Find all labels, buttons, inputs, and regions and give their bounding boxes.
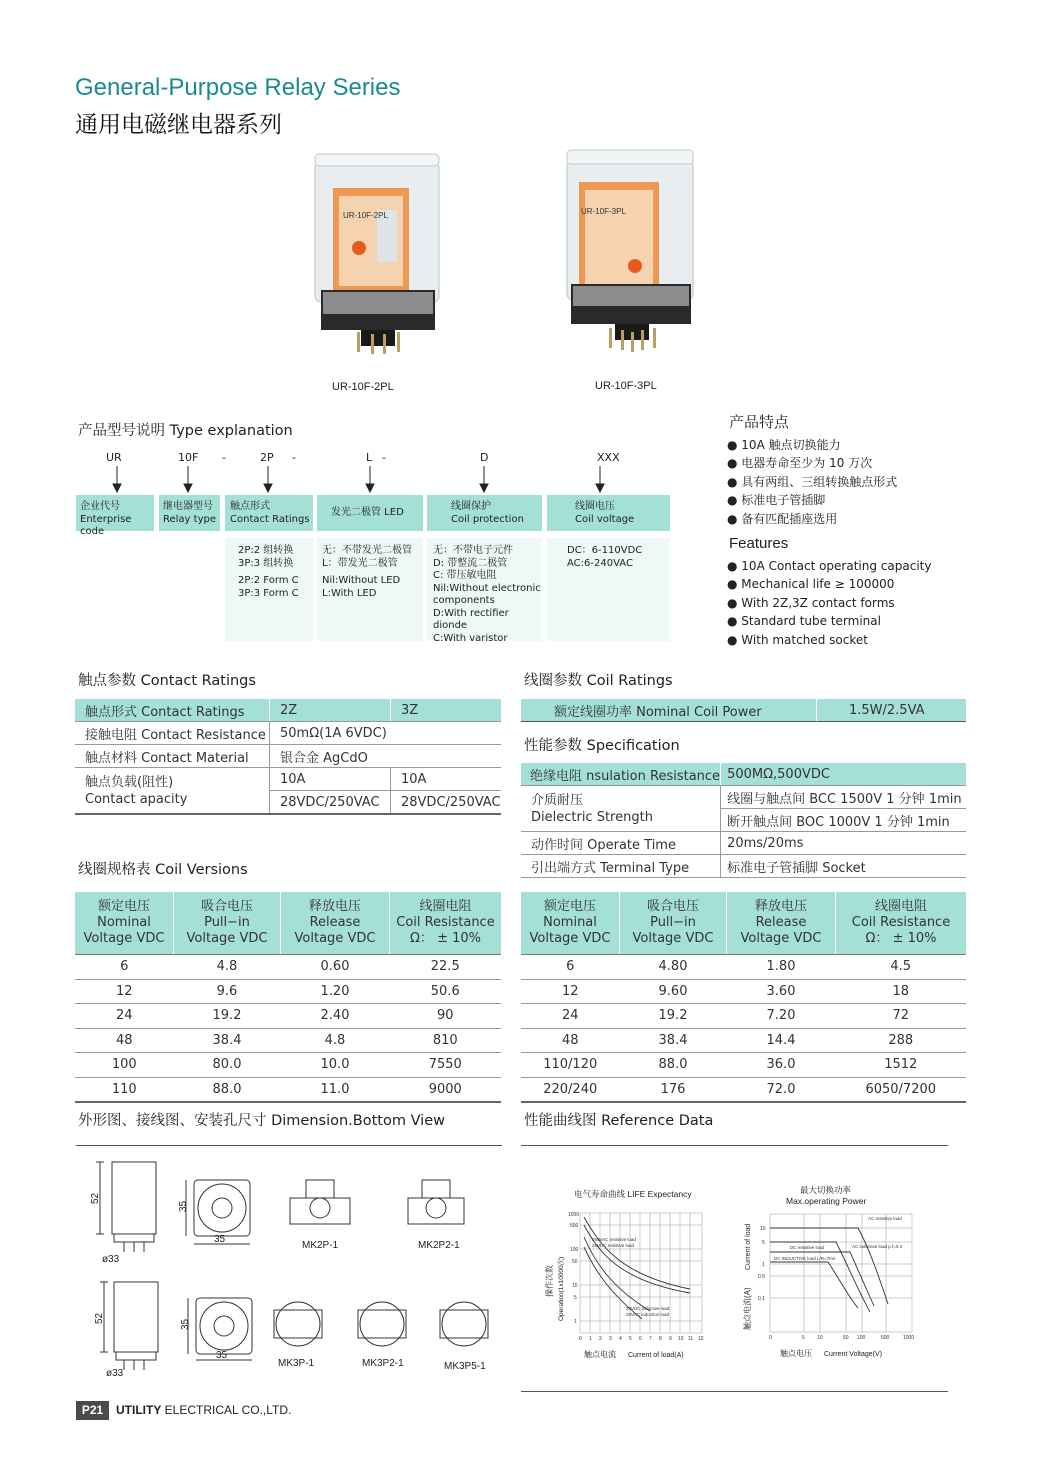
y-tick: 10	[572, 1283, 578, 1289]
contact-ratings-table	[75, 699, 501, 815]
chart-title: 电气寿命曲线 LIFE Expectancy	[574, 1189, 692, 1199]
type-dash: -	[292, 451, 296, 464]
company-rest: ELECTRICAL CO.,LTD.	[161, 1403, 292, 1417]
detail-line: Nil:Without LED	[322, 575, 401, 586]
specification-table	[521, 763, 966, 878]
y-tick: 1	[574, 1319, 577, 1325]
x-label: 触点电压	[780, 1349, 812, 1358]
x-tick: 12	[698, 1336, 704, 1342]
y-tick: 50	[572, 1259, 578, 1265]
cell: 触点材料 Contact Material	[75, 745, 270, 768]
cell: 1.5W/2.5VA	[817, 699, 967, 722]
product-caption-2pl: UR-10F-2PL	[332, 381, 394, 393]
y-label-en: Operation(1x10000次)	[558, 1256, 565, 1321]
y-label: 触点电流(A)	[743, 1287, 752, 1330]
cell: 额定线圈功率 Nominal Coil Power	[521, 699, 817, 722]
features-en-title: Features	[729, 535, 789, 552]
cell: 2Z	[270, 699, 391, 722]
coil-versions-table-right	[521, 892, 966, 1103]
table-row: 110 88.0 11.0 9000	[75, 1077, 501, 1102]
detail-line: 2P:2 组转换	[238, 545, 294, 556]
coil-versions-table-left	[75, 892, 501, 1103]
load-label-en: Contact apacity	[85, 791, 188, 807]
page-number: P21	[81, 1403, 104, 1417]
detail-line: 无：不带电子元件	[433, 545, 513, 556]
cell: 28VDC/250VAC	[270, 791, 391, 815]
y-tick: 500	[570, 1223, 579, 1229]
legend-entry: 28VDC inductive load	[626, 1306, 670, 1311]
type-code-2p: 2P	[260, 451, 274, 464]
feature-item: ● Standard tube terminal	[727, 614, 881, 629]
divider	[76, 1145, 502, 1146]
table-row: 48 38.4 4.8 810	[75, 1028, 501, 1053]
cell: 动作时间 Operate Time	[521, 832, 721, 855]
cell-dielectric	[521, 786, 721, 832]
cell: 断开触点间 BOC 1000V 1 分钟 1min	[721, 809, 966, 832]
detail-line: 3P:3 组转换	[238, 557, 294, 569]
x-tick: 2	[599, 1336, 602, 1342]
table-row: 24 19.2 7.20 72	[521, 1004, 966, 1029]
cell: 银合金 AgCdO	[270, 745, 502, 768]
type-box-en: Contact Ratings	[230, 513, 310, 525]
detail-line: DC：6-110VDC	[567, 545, 643, 556]
y-label-en: Current of load	[745, 1223, 752, 1270]
x-tick: 1	[589, 1336, 592, 1342]
x-tick: 5	[629, 1336, 632, 1342]
divider	[521, 1391, 948, 1392]
dim-label: 35	[216, 1350, 228, 1361]
type-box-relay	[159, 495, 220, 531]
coil-ratings-table	[521, 699, 966, 722]
detail-line: C: 带压敏电阻	[433, 570, 497, 581]
cell: 28VDC/250VAC	[391, 791, 502, 815]
title-en: General-Purpose Relay Series	[75, 74, 401, 101]
dimension-drawings	[76, 1150, 502, 1390]
x-tick: 0	[769, 1335, 772, 1341]
specification-title: 性能参数 Specification	[524, 738, 680, 754]
type-dash: -	[382, 451, 386, 464]
detail-line: L:With LED	[322, 587, 377, 599]
type-box-cn: 线圈保护	[451, 501, 491, 512]
type-detail-contact	[225, 538, 313, 641]
max-power-chart	[740, 1180, 920, 1365]
socket-label: MK3P-1	[278, 1358, 315, 1369]
detail-line: 无：不带发光二极管	[322, 545, 412, 556]
table-row: 220/240 176 72.0 6050/7200	[521, 1077, 966, 1102]
type-code-ur: UR	[106, 451, 122, 464]
relay-face-label: UR-10F-3PL	[581, 207, 626, 216]
y-tick: 1000	[568, 1212, 580, 1218]
features-en-list	[727, 557, 931, 649]
x-tick: 4	[619, 1336, 622, 1342]
x-tick: 10	[678, 1336, 684, 1342]
type-code-l: L	[366, 451, 373, 464]
divider	[521, 1145, 948, 1146]
cell: 引出端方式 Terminal Type	[521, 855, 721, 878]
x-label-en: Current of load(A)	[628, 1352, 684, 1359]
type-box-cn: 线圈电压	[575, 501, 615, 512]
x-tick: 8	[659, 1336, 662, 1342]
relay-photo-2pl	[313, 150, 443, 355]
feature-item: ● With matched socket	[727, 632, 868, 647]
detail-line: D: 带整流二极管	[433, 557, 508, 569]
type-box-contact	[225, 495, 313, 531]
type-box-en: Enterprise code	[80, 513, 132, 537]
cell: 线圈与触点间 BCC 1500V 1 分钟 1min	[721, 786, 966, 809]
company-name	[116, 1403, 291, 1417]
feature-item: ● 备有匹配插座选用	[727, 511, 838, 526]
type-detail-voltage	[547, 538, 670, 641]
dim-label: 52	[90, 1192, 101, 1204]
cell: 标准电子管插脚 Socket	[721, 855, 966, 878]
table-row: 6 4.80 1.80 4.5	[521, 955, 966, 980]
cell: 500MΩ,500VDC	[721, 763, 966, 786]
table-row: 110/120 88.0 36.0 1512	[521, 1053, 966, 1078]
type-box-enterprise	[76, 495, 154, 537]
type-code-diagram	[70, 448, 690, 496]
table-row: 100 80.0 10.0 7550	[75, 1053, 501, 1078]
col-header: 吸合电压 Pull−in Voltage VDC	[620, 892, 727, 955]
company-bold: UTILITY	[116, 1403, 162, 1417]
col-header: 线圈电阻 Coil Resistance Ω： ± 10%	[836, 892, 967, 955]
x-tick: 11	[688, 1336, 694, 1342]
legend-entry: 250VAC resistive load	[592, 1237, 636, 1242]
title-cn: 通用电磁继电器系列	[75, 112, 282, 138]
legend-entry: DC INDUCTIVE load L/R=7ms	[774, 1256, 836, 1261]
page-number-badge	[76, 1401, 109, 1420]
table-row: 12 9.6 1.20 50.6	[75, 979, 501, 1004]
detail-line: AC:6-240VAC	[567, 557, 633, 569]
dielectric-en: Dielectric Strength	[531, 809, 653, 825]
dielectric-cn: 介质耐压	[531, 792, 584, 808]
contact-ratings-title: 触点参数 Contact Ratings	[78, 673, 256, 689]
relay-photo-3pl	[565, 146, 697, 356]
col-header: 额定电压 Nominal Voltage VDC	[521, 892, 620, 955]
detail-line: Nil:Without electronic	[433, 582, 541, 594]
x-tick: 1000	[903, 1335, 915, 1341]
y-tick: 5	[762, 1240, 765, 1246]
type-dash: -	[222, 451, 226, 464]
type-box-en: Coil voltage	[575, 513, 635, 525]
cell: 绝缘电阻 nsulation Resistance	[521, 763, 721, 786]
feature-item: ● With 2Z,3Z contact forms	[727, 595, 895, 610]
feature-item: ● 标准电子管插脚	[727, 493, 826, 508]
legend-entry: 28VDC resistive load	[592, 1243, 635, 1248]
x-tick: 100	[857, 1335, 866, 1341]
y-tick: 0.1	[758, 1296, 765, 1302]
socket-label: MK3P5-1	[444, 1361, 486, 1372]
cell: 10A	[391, 768, 502, 791]
cell: 50mΩ(1A 6VDC)	[270, 722, 502, 745]
type-detail-led	[317, 538, 423, 641]
x-tick: 0	[579, 1336, 582, 1342]
life-expectancy-chart	[530, 1185, 725, 1365]
x-label-en: Current Voltage(V)	[824, 1351, 882, 1358]
features-cn-list	[727, 436, 897, 528]
chart-title: 最大切换功率	[800, 1185, 852, 1195]
feature-item: ● 10A 触点切换能力	[727, 438, 841, 452]
type-explanation-title: 产品型号说明 Type explanation	[78, 423, 293, 439]
col-header: 额定电压 Nominal Voltage VDC	[75, 892, 174, 955]
socket-label: MK3P2-1	[362, 1358, 404, 1369]
dim-label: 52	[94, 1312, 105, 1324]
detail-line: D:With rectifier dionde	[433, 607, 509, 631]
type-detail-protection	[427, 538, 542, 644]
x-tick: 50	[843, 1335, 849, 1341]
type-box-cn: 触点形式	[230, 501, 270, 512]
type-code-xxx: XXX	[597, 451, 620, 464]
y-tick: 0.5	[758, 1274, 765, 1280]
feature-item: ● 电器寿命至少为 10 万次	[727, 456, 873, 471]
dim-label: 35	[180, 1318, 191, 1330]
dim-label: 35	[214, 1234, 226, 1245]
detail-line: C:With varistor	[433, 632, 508, 644]
type-code-d: D	[480, 451, 489, 464]
cell: 3Z	[391, 699, 502, 722]
col-header: 吸合电压 Pull−in Voltage VDC	[174, 892, 281, 955]
type-box-en: Coil protection	[451, 513, 524, 525]
type-box-cn: 继电器型号	[163, 501, 213, 512]
x-tick: 10	[817, 1335, 823, 1341]
y-tick: 5	[574, 1295, 577, 1301]
cell-load-label	[75, 768, 270, 815]
feature-item: ● Mechanical life ≥ 100000	[727, 577, 895, 592]
detail-line: L：带发光二极管	[322, 557, 398, 569]
x-tick: 5	[802, 1335, 805, 1341]
relay-face-label: UR-10F-2PL	[343, 211, 388, 220]
type-box-led	[317, 495, 423, 531]
legend-entry: DC resistive load	[790, 1245, 825, 1250]
x-tick: 500	[881, 1335, 890, 1341]
y-tick: 1	[762, 1262, 765, 1268]
table-row: 12 9.60 3.60 18	[521, 979, 966, 1004]
x-label: 触点电流	[584, 1350, 616, 1359]
table-row: 48 38.4 14.4 288	[521, 1028, 966, 1053]
y-label: 操作次数	[545, 1265, 554, 1297]
type-box-voltage	[547, 495, 670, 531]
cell: 接触电阻 Contact Resistance	[75, 722, 270, 745]
x-tick: 3	[609, 1336, 612, 1342]
type-box-cn: 发光二极管 LED	[331, 507, 404, 518]
type-box-cn: 企业代号	[80, 501, 120, 512]
x-tick: 6	[639, 1336, 642, 1342]
legend-entry: 28VAC induction load	[626, 1312, 669, 1317]
table-row: 24 19.2 2.40 90	[75, 1004, 501, 1029]
legend-entry: AC inductive load p.f=0.4	[852, 1244, 903, 1249]
col-header: 释放电压 Release Voltage VDC	[727, 892, 836, 955]
coil-versions-title: 线圈规格表 Coil Versions	[78, 862, 248, 878]
cell: 20ms/20ms	[721, 832, 966, 855]
type-box-protection	[427, 495, 542, 531]
x-tick: 7	[649, 1336, 652, 1342]
detail-line: 3P:3 Form C	[238, 587, 299, 599]
col-header: 线圈电阻 Coil Resistance Ω： ± 10%	[390, 892, 502, 955]
table-row: 6 4.8 0.60 22.5	[75, 955, 501, 980]
socket-label: MK2P-1	[302, 1240, 339, 1251]
cell: 10A	[270, 768, 391, 791]
coil-ratings-title: 线圈参数 Coil Ratings	[524, 673, 673, 689]
chart-title-en: Max.operating Power	[786, 1196, 867, 1206]
load-label-cn: 触点负载(阻性)	[85, 774, 174, 790]
type-box-en: Relay type	[163, 513, 216, 525]
type-code-10f: 10F	[178, 451, 199, 464]
cell: 触点形式 Contact Ratings	[75, 699, 270, 722]
feature-item: ● 具有两组、三组转换触点形式	[727, 474, 898, 489]
dim-label: 35	[178, 1200, 189, 1212]
detail-line: 2P:2 Form C	[238, 575, 299, 586]
legend-entry: AC resistive load	[868, 1216, 902, 1221]
dim-label: ø33	[102, 1254, 120, 1265]
features-cn-title: 产品特点	[729, 413, 790, 431]
x-tick: 9	[669, 1336, 672, 1342]
y-tick: 100	[570, 1247, 579, 1253]
socket-label: MK2P2-1	[418, 1240, 460, 1251]
dim-label: ø33	[106, 1368, 124, 1379]
y-tick: 10	[760, 1226, 766, 1232]
detail-line: components	[433, 595, 495, 606]
product-caption-3pl: UR-10F-3PL	[595, 380, 657, 392]
col-header: 释放电压 Release Voltage VDC	[281, 892, 390, 955]
reference-title: 性能曲线图 Reference Data	[524, 1113, 714, 1129]
dimension-title: 外形图、接线图、安装孔尺寸 Dimension.Bottom View	[78, 1113, 445, 1129]
feature-item: ● 10A Contact operating capacity	[727, 559, 932, 573]
